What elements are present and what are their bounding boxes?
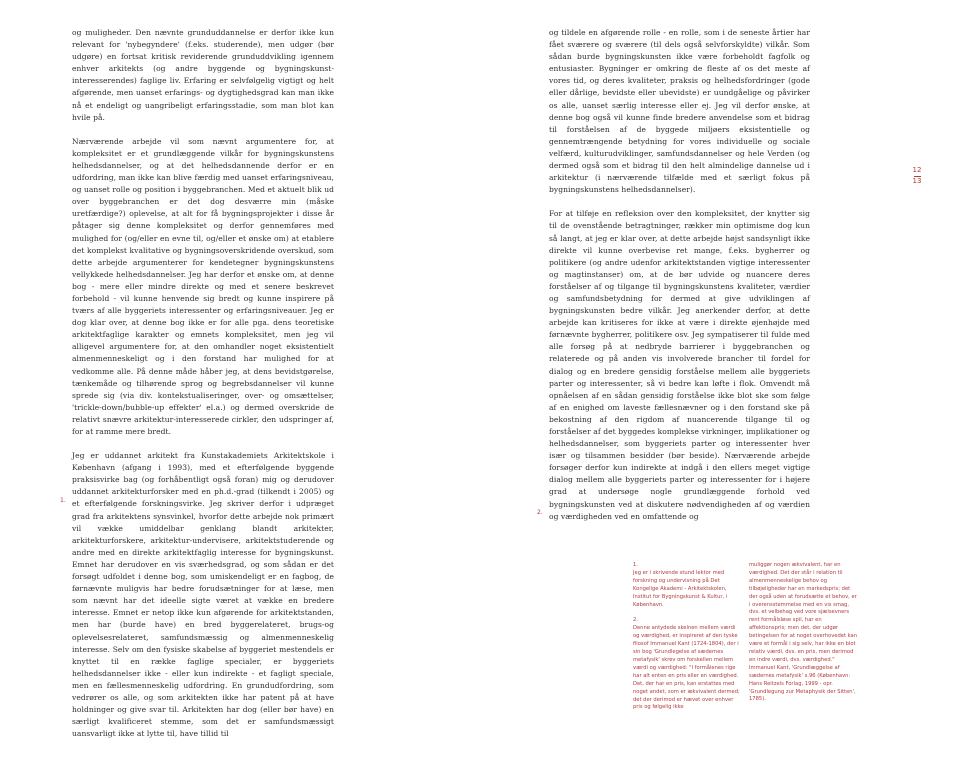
footnotes-column-2 [749, 562, 859, 704]
paragraph: For at tilføje en refleksion over den kompleksitet, der knytter sig til de ovenstående betragtninger, rækker min optimisme dog kun så langt, at jeg er klar over, at dette arbejde højst sandsynligt ikke direkte vil kunne overbevise ret mange, f.eks. bygherrer og politikere (og andre udenfor arkitektstanden vigtige interessenter og magtinstanser) om, at de bør udvide og nuancere deres forståelser af og tilgange til bygningskunstens kvaliteter, værdier og samfundsbetydning for dermed at give udviklingen af bygningskunsten bedre vilkår. Jeg anerkender derfor, at dette arbejde kan kritiseres for ikke at være i direkte øjenhøjde med førnævnte bygherrer, politikere osv. Jeg sympatiserer til fulde med alle forsøg på at nedbryde barrierer i byggebranchen og relaterede og på anden vis involverede brancher til fordel for dialog og en bredere gensidig forståelse mellem alle byggeriets parter og interessenter, så vi bedre kan løfte i flok. Omvendt må opnåelsen af en sådan gensidig forståelse ikke blot ske som følge af en enighed om laveste fællesnævner og i den forstand ske på bekostning af den rigdom af nuancerende tilgange til og forståelser af det byggedes komplekse virkninger, implikationer og helhedsdannelser, som byggeriets parter og interessenter hver især og tilsammen besidder (bør beside). Nærværende arbejde forsøger derfor kun indirekte at indgå i den ellers meget vigtige dialog mellem alle byggeriets parter og interessenter for i højere grad at undersøge nogle grundlæggende forhold ved bygningskunsten ved at diskutere nødvendigheden af og værdien og værdigheden ved en omfattende og [549, 209, 810, 521]
paragraph: Nærværende arbejde vil som nævnt argumentere for, at kompleksitet er et grundlæggende vilkår for bygningskunstens helhedsdannelser, og at det helhedsdannende derfor er en udfordring, man ikke kan blive færdig med uanset erfaringsniveau, og uanset rolle og position i byggebranchen. Med et aktuelt blik ud over byggebranchen er det dog desværre min (måske uretfærdige?) oplevelse, at alt for få bygningsprojekter i disse år påtager sig denne kompleksitet og derfor gennemføres med mulighed for (og/eller en evne til, og/eller et ønske om) at etablere det komplekst kvalitative og bygningsoverskridende overskud, som dette arbejde argumenterer for kendetegner bygningskunstens vellykkede helhedsdannelser. Jeg har derfor et ønske om, at denne bog - mere eller mindre direkte og med et senere beskrevet forbehold - vil kunne henvende sig bredt og kunne inspirere på tværs af alle byggeriets interessenter og erfaringsniveauer. Jeg er dog klar over, at denne bog ikke er for alle pga. dens teoretiske arkitektfaglige karakter og emnets kompleksitet, men jeg vil alligevel argumentere for, at den omhandler noget eksistentielt almenmenneskeligt og i den forstand har mulighed for at vedkomme alle. På denne måde håber jeg, at dens bevidstgørelse, tænkemåde og tilhørende sprog og begrebsdannelser vil kunne sprede sig (via div. kontekstualiseringer, over- og omsættelser, 'trickle-down/bubble-up effekter' el.a.) og dermed overskride de relativt snævre arkitektur-interesserede cirkler, den udspringer af, for at ramme mere bredt. [72, 136, 334, 436]
footnote-2-number: 2. [633, 617, 638, 624]
paragraph: og muligheder. Den nævnte grunduddannelse er derfor ikke kun relevant for 'nybegyndere' (f.eks. studerende), men udgør (bør udgøre) en fortsat kritisk reviderende grunduddvikling igennem enhver arkitekts (og andre byggende og bygningskunst-interesserendes) faglige liv. Erfaring er selvfølgelig vigtigt og helt afgørende, men uanset erfarings- og dygtighedsgrad kan man ikke nå et endeligt og uangribeligt erfaringsstadie, som man blot kan hvile på. [72, 28, 334, 122]
footnote-marker-1: 1. [60, 497, 66, 504]
footnote-2-text: Denne antydede skelnen mellem værdi og værdighed, er inspireret af den tyske filosof Immanuel Kant (1724-1804), der i sin bog 'Grundlegelse af sædernes metafysik' skrev om forskellen mellem værdi og værdighed: "I formålenes rige har alt enten en pris eller en værdighed. Det, der har en pris, kan erstattes med noget andet, som er ækvivalent dermed; det der derimod er hævet over enhver pris og følgelig ikke [633, 625, 740, 711]
footnotes-column-1 [633, 562, 741, 712]
page-numbers [905, 166, 929, 186]
footnote-1-number: 1. [633, 562, 638, 568]
footnote-marker-2: 2. [537, 509, 543, 516]
right-page-number: 13 [912, 177, 922, 185]
footnote-1-text: Jeg er i skrivende stund lektor med forskning og undervisning på Det Kongelige Akademi - Arkitektskolen, Institut for Bygningskunst & Kultur, i København. [633, 569, 728, 608]
paragraph: og tildele en afgørende rolle - en rolle, som i de seneste årtier har fået sværere og sværere (til dels også selvforskyldte) vilkår. Som sådan burde bygningskunsten ikke være forbeholdt fagfolk og entusiaster. Bygninger er omkring de fleste af os det meste af vores tid, og deres kvaliteter, praksis og helhedsfordringer (gode eller dårlige, bevidste eller ubevidste) er uundgåelige og påvirker os alle, uanset særlig interesse eller ej. Jeg vil derfor ønske, at denne bog også vil kunne finde bredere anvendelse som et bidrag til forståelsen af de byggede miljøers eksistentielle og gennemtrængende betydning for vores individuelle og sociale velfærd, kulturudviklinger, samfundsdannelser og hele Verden (og dermed også som et bidrag til den helt almindelige dannelse ud i arkitektur (i nærværende tilfælde med et særligt fokus på bygningskunstens helhedsdannelser). [549, 28, 810, 195]
left-page-number: 12 [912, 166, 922, 174]
paragraph: Jeg er uddannet arkitekt fra Kunstakademiets Arkitektskole i København (afgang i 1993), med et efterfølgende byggende praksisvirke bag (og forhåbentligt også foran) mig og derudover uddannet arkitekturforsker med en ph.d.-grad (tilkendt i 2005) og et efterfølgende forskningsvirke. Jeg skriver derfor i udpræget grad fra arkitektens synsvinkel, hvorfor dette arbejde nok primært vil vække umiddelbar genklang blandt arkitekter, arkitekturforskere, arkitektur-undervisere, arkitektstuderende og andre med en direkte arkitektfaglig interesse for bygningskunst. Emnet har derudover en vis sværhedsgrad, og som sådan er det forsøgt udfoldet i denne bog, som umiskendeligt er en fagbog, de førnævnte muligvis har bedre forudsætninger for at læse, men som nævnt har det ideelle sigte været at vække en bredere interesse. Emnet er netop ikke kun afgørende for arkitektstanden, men har (burde have) en bred byggerelateret, brugs-og oplevelsesrelateret, samfundsmæssig og almenmenneskelig interesse. Selv om den fysiske skabelse af byggeriet mestendels er knyttet til en række faglige specialer, er byggeriets helhedsdannelser ikke - eller kun indirekte - et fagligt speciale, men en fællesmenneskelig udfordring. En grundudfordring, som vedrører os alle, og som arkitekten ikke har patent på at have holdninger og give svar til. Arkitekten har dog (eller bør have) en særligt kvalificeret stemme, som det er samfundsmæssigt uansvarligt ikke at lytte til, have tillid til [72, 451, 334, 739]
footnote-2-text-continued: muliggør nogen ækvivalent, har en værdighed. Det der står i relation til almenmenneskelige behov og tilbøjeligheder har en markedspris; det der også uden at forudsætte et behov, er i overensstemmelse med en vis smag, dvs. et velbehag ved vore sjælsevners rent formålsløse spil, har en affektionspris; men det, der udgør betingelsen for at noget overhovedet kan være et formål i sig selv, har ikke en blot relativ værdi, dvs. en pris, men derimod en indre værdi, dvs. værdighed." Immanuel Kant, 'Grundlæggelse af sædernes metafysik' s.96 (København: Hans Reitzels Forlag, 1999 - opr. 'Grundlegung zur Metaphysik der Sitten', 1785). [749, 562, 858, 703]
left-text-column [72, 27, 334, 752]
right-text-column [549, 27, 810, 535]
